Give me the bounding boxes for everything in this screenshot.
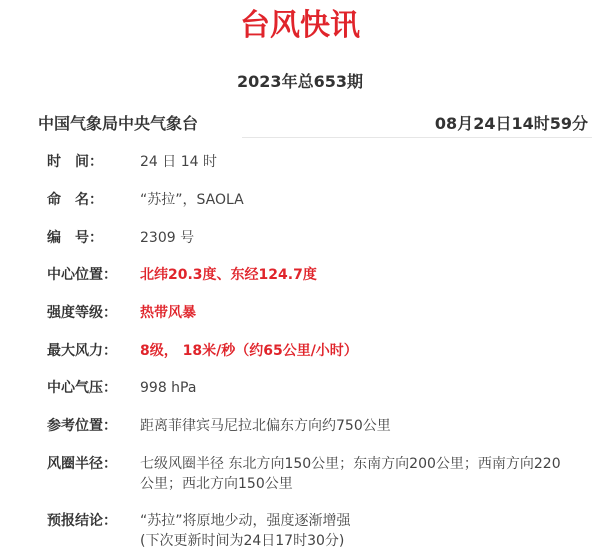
row-label: 命 名： [47,192,103,208]
header-divider [242,137,592,138]
row-label: 最大风力： [47,343,117,359]
row-value-line: “苏拉”将原地少动，强度逐渐增强 [140,513,351,529]
row-value: 998 hPa [140,380,197,396]
agency-name: 中国气象局中央气象台 [38,114,199,133]
row-label: 预报结论： [47,513,117,529]
row-label: 强度等级： [47,305,117,321]
row-value: 8级， 18米/秒（约65公里/小时） [140,343,358,359]
row-value-line: 七级风圈半径 东北方向150公里；东南方向200公里；西南方向220 [140,456,561,472]
row-value: 北纬20.3度、东经124.7度 [140,267,317,283]
row-value: 热带风暴 [140,305,196,321]
row-label: 中心位置： [47,267,117,283]
row-value: 距离菲律宾马尼拉北偏东方向约750公里 [140,418,391,434]
row-label: 时 间： [47,154,103,170]
row-value-line: (下次更新时间为24日17时30分) [140,533,345,549]
row-value [140,454,587,494]
row-value-line: 公里；西北方向150公里 [140,476,293,492]
row-value [140,511,587,551]
row-label: 风圈半径： [47,456,117,472]
header-row [38,111,590,137]
issue-number: 2023年总653期 [237,72,363,91]
release-time: 08月24日14时59分 [434,114,588,133]
row-label: 参考位置： [47,418,117,434]
page-title: 台风快讯 [240,8,360,43]
row-label: 中心气压： [47,380,117,396]
row-value: “苏拉”，SAOLA [140,192,244,208]
row-label: 编 号： [47,230,103,246]
row-value: 2309 号 [140,230,195,246]
row-value: 24 日 14 时 [140,154,217,170]
